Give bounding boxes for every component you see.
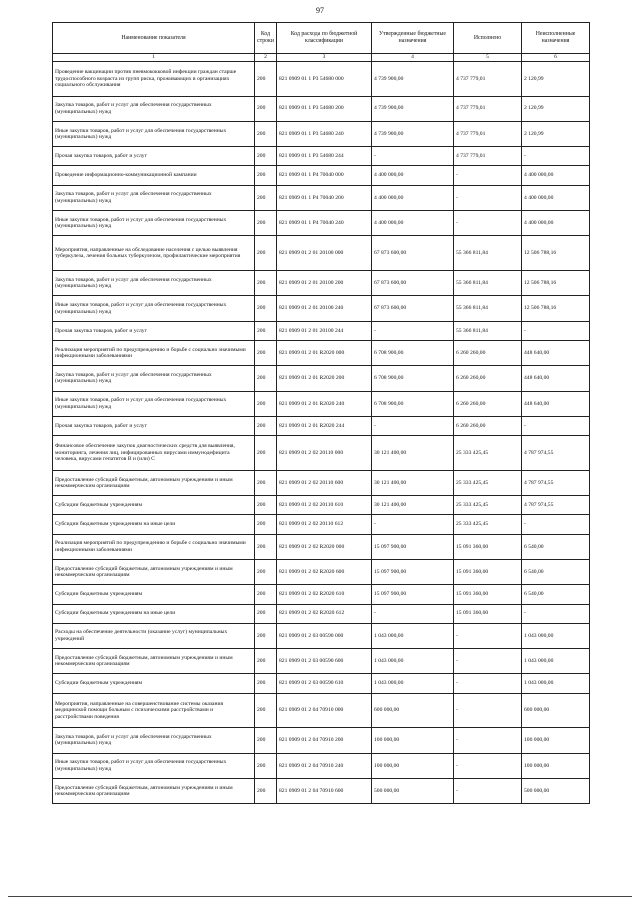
cell-line-code: 200: [255, 674, 277, 693]
cell-name: Предоставление субсидий бюджетным, автономным учреждениям и иным некоммерческим организациям: [53, 778, 255, 803]
cell-budget-code: 821 0909 01 1 P3 54680 000: [277, 62, 372, 97]
cell-approved: 67 873 600,00: [372, 236, 454, 271]
cell-name: Расходы на обеспечение деятельности (оказание услуг) муниципальных учреждений: [53, 623, 255, 648]
cell-unexecuted: 100 000,00: [522, 728, 590, 753]
cell-line-code: 200: [255, 728, 277, 753]
table-row: [53, 211, 590, 236]
cell-budget-code: 821 0909 01 2 03 00590 600: [277, 649, 372, 674]
cell-unexecuted: 6 540,00: [522, 585, 590, 604]
cell-executed: -: [454, 649, 522, 674]
cell-approved: 67 873 600,00: [372, 296, 454, 321]
table-row: [53, 121, 590, 146]
cell-executed: 4 737 779,01: [454, 121, 522, 146]
cell-approved: 67 873 600,00: [372, 270, 454, 295]
cell-line-code: 200: [255, 296, 277, 321]
cell-line-code: 200: [255, 623, 277, 648]
cell-line-code: 200: [255, 166, 277, 185]
cell-executed: 4 737 779,01: [454, 96, 522, 121]
cell-executed: -: [454, 211, 522, 236]
cell-approved: 30 121 400,00: [372, 470, 454, 495]
cell-unexecuted: 6 540,00: [522, 534, 590, 559]
cell-executed: 15 091 360,00: [454, 534, 522, 559]
cell-budget-code: 821 0909 01 2 04 70910 240: [277, 753, 372, 778]
cell-budget-code: 821 0909 01 2 01 20100 240: [277, 296, 372, 321]
cell-name: Предоставление субсидий бюджетным, автономным учреждениям и иным некоммерческим организациям: [53, 470, 255, 495]
cell-executed: -: [454, 728, 522, 753]
bottom-rule: [8, 896, 632, 897]
cell-budget-code: 821 0909 01 2 02 R2020 612: [277, 604, 372, 623]
cell-approved: -: [372, 604, 454, 623]
column-number: 5: [454, 54, 522, 62]
cell-line-code: 200: [255, 96, 277, 121]
cell-executed: 4 737 779,01: [454, 62, 522, 97]
cell-line-code: 200: [255, 604, 277, 623]
header-unexecuted: Неисполненные назначения: [522, 23, 590, 54]
cell-name: Иные закупки товаров, работ и услуг для обеспечения государственных (муниципальных) нужд: [53, 296, 255, 321]
table-row: [53, 417, 590, 436]
cell-unexecuted: 2 120,99: [522, 62, 590, 97]
cell-unexecuted: 600 000,00: [522, 693, 590, 728]
cell-approved: 1 043 000,00: [372, 623, 454, 648]
cell-approved: 6 708 900,00: [372, 391, 454, 416]
cell-line-code: 200: [255, 470, 277, 495]
cell-name: Субсидии бюджетным учреждениям: [53, 585, 255, 604]
cell-approved: 1 043 000,00: [372, 649, 454, 674]
cell-approved: 15 097 900,00: [372, 585, 454, 604]
cell-approved: 30 121 400,00: [372, 436, 454, 471]
cell-line-code: 200: [255, 417, 277, 436]
cell-name: Иные закупки товаров, работ и услуг для обеспечения государственных (муниципальных) нужд: [53, 391, 255, 416]
cell-budget-code: 821 0909 01 2 02 20110 000: [277, 436, 372, 471]
cell-budget-code: 821 0909 01 2 01 R2020 244: [277, 417, 372, 436]
cell-executed: 55 366 811,84: [454, 236, 522, 271]
table-row: [53, 753, 590, 778]
cell-executed: 6 260 260,00: [454, 340, 522, 365]
cell-line-code: 200: [255, 391, 277, 416]
cell-name: Иные закупки товаров, работ и услуг для обеспечения государственных (муниципальных) нужд: [53, 121, 255, 146]
cell-executed: 25 333 425,45: [454, 515, 522, 534]
cell-unexecuted: 100 000,00: [522, 753, 590, 778]
cell-approved: 4 400 000,00: [372, 185, 454, 210]
cell-name: Иные закупки товаров, работ и услуг для обеспечения государственных (муниципальных) нужд: [53, 753, 255, 778]
cell-unexecuted: -: [522, 515, 590, 534]
cell-executed: 25 333 425,45: [454, 470, 522, 495]
header-approved: Утвержденные бюджетные назначения: [372, 23, 454, 54]
cell-line-code: 200: [255, 185, 277, 210]
cell-executed: 25 333 425,45: [454, 496, 522, 515]
cell-executed: 4 737 779,01: [454, 147, 522, 166]
cell-line-code: 200: [255, 366, 277, 391]
cell-approved: 15 097 900,00: [372, 534, 454, 559]
cell-line-code: 200: [255, 211, 277, 236]
cell-unexecuted: 12 506 788,16: [522, 296, 590, 321]
cell-unexecuted: 4 400 000,00: [522, 166, 590, 185]
cell-executed: -: [454, 778, 522, 803]
cell-budget-code: 821 0909 01 2 01 R2020 000: [277, 340, 372, 365]
cell-name: Реализация мероприятий по предупреждению и борьбе с социально значимыми инфекционными заболеваниями: [53, 340, 255, 365]
cell-approved: 600 000,00: [372, 693, 454, 728]
cell-approved: 6 708 900,00: [372, 340, 454, 365]
cell-line-code: 200: [255, 147, 277, 166]
cell-budget-code: 821 0909 01 2 01 20100 000: [277, 236, 372, 271]
cell-unexecuted: -: [522, 321, 590, 340]
cell-approved: 30 121 400,00: [372, 496, 454, 515]
table-row: [53, 515, 590, 534]
table-row: [53, 270, 590, 295]
cell-line-code: 200: [255, 778, 277, 803]
cell-unexecuted: 448 640,00: [522, 366, 590, 391]
table-row: [53, 185, 590, 210]
cell-executed: 6 260 260,00: [454, 366, 522, 391]
cell-approved: -: [372, 147, 454, 166]
cell-approved: 4 400 000,00: [372, 211, 454, 236]
cell-budget-code: 821 0909 01 2 01 20100 200: [277, 270, 372, 295]
table-row: [53, 436, 590, 471]
column-number: 3: [277, 54, 372, 62]
table-row: [53, 96, 590, 121]
cell-name: Закупка товаров, работ и услуг для обеспечения государственных (муниципальных) нужд: [53, 185, 255, 210]
cell-budget-code: 821 0909 01 2 03 00590 610: [277, 674, 372, 693]
cell-approved: 4 400 000,00: [372, 166, 454, 185]
cell-unexecuted: 1 043 000,00: [522, 674, 590, 693]
table-row: [53, 496, 590, 515]
cell-budget-code: 821 0909 01 1 P4 70040 000: [277, 166, 372, 185]
cell-name: Мероприятия, направленные на совершенствование системы оказания медицинской помощи больным с психическими расстройствами и расстройствами поведения: [53, 693, 255, 728]
cell-executed: -: [454, 693, 522, 728]
header-executed: Исполнено: [454, 23, 522, 54]
header-line-code: Код строки: [255, 23, 277, 54]
cell-unexecuted: 4 400 000,00: [522, 211, 590, 236]
cell-name: Закупка товаров, работ и услуг для обеспечения государственных (муниципальных) нужд: [53, 366, 255, 391]
cell-executed: 55 366 811,84: [454, 296, 522, 321]
cell-executed: -: [454, 753, 522, 778]
cell-unexecuted: 4 787 974,55: [522, 436, 590, 471]
cell-unexecuted: 1 043 000,00: [522, 649, 590, 674]
page-number: 97: [316, 6, 324, 15]
cell-name: Иные закупки товаров, работ и услуг для обеспечения государственных (муниципальных) нужд: [53, 211, 255, 236]
column-number: 4: [372, 54, 454, 62]
cell-executed: 15 091 360,00: [454, 585, 522, 604]
cell-approved: -: [372, 321, 454, 340]
budget-execution-table: [52, 22, 590, 804]
cell-line-code: 200: [255, 270, 277, 295]
table-row: [53, 674, 590, 693]
cell-approved: 4 739 900,00: [372, 96, 454, 121]
cell-executed: -: [454, 166, 522, 185]
table-row: [53, 147, 590, 166]
cell-unexecuted: 6 540,00: [522, 559, 590, 584]
cell-unexecuted: 448 640,00: [522, 391, 590, 416]
table-row: [53, 296, 590, 321]
cell-approved: -: [372, 515, 454, 534]
header-name: Наименование показателя: [53, 23, 255, 54]
cell-name: Предоставление субсидий бюджетным, автономным учреждениям и иным некоммерческим организациям: [53, 649, 255, 674]
cell-budget-code: 821 0909 01 2 02 20110 610: [277, 496, 372, 515]
cell-line-code: 200: [255, 559, 277, 584]
cell-unexecuted: 4 787 974,55: [522, 470, 590, 495]
cell-line-code: 200: [255, 534, 277, 559]
cell-approved: 4 739 900,00: [372, 121, 454, 146]
cell-name: Субсидии бюджетным учреждениям: [53, 674, 255, 693]
cell-name: Прочая закупка товаров, работ и услуг: [53, 417, 255, 436]
cell-executed: 15 091 360,00: [454, 604, 522, 623]
cell-line-code: 200: [255, 321, 277, 340]
cell-budget-code: 821 0909 01 2 02 R2020 600: [277, 559, 372, 584]
table-row: [53, 623, 590, 648]
table-row: [53, 470, 590, 495]
table-row: [53, 321, 590, 340]
column-number: 2: [255, 54, 277, 62]
table-row: [53, 340, 590, 365]
cell-executed: 6 260 260,00: [454, 391, 522, 416]
table-row: [53, 693, 590, 728]
cell-unexecuted: 12 506 788,16: [522, 270, 590, 295]
cell-budget-code: 821 0909 01 1 P4 70040 240: [277, 211, 372, 236]
cell-unexecuted: 12 506 788,16: [522, 236, 590, 271]
cell-line-code: 200: [255, 340, 277, 365]
cell-unexecuted: -: [522, 147, 590, 166]
cell-budget-code: 821 0909 01 2 04 70910 600: [277, 778, 372, 803]
cell-approved: 100 000,00: [372, 753, 454, 778]
table-row: [53, 166, 590, 185]
table-row: [53, 236, 590, 271]
cell-unexecuted: 448 640,00: [522, 340, 590, 365]
cell-name: Субсидии бюджетным учреждениям: [53, 496, 255, 515]
cell-approved: 4 739 900,00: [372, 62, 454, 97]
cell-unexecuted: 1 043 000,00: [522, 623, 590, 648]
cell-budget-code: 821 0909 01 2 01 R2020 200: [277, 366, 372, 391]
cell-budget-code: 821 0909 01 2 04 70910 000: [277, 693, 372, 728]
cell-line-code: 200: [255, 585, 277, 604]
cell-budget-code: 821 0909 01 2 01 20100 244: [277, 321, 372, 340]
cell-budget-code: 821 0909 01 2 02 R2020 610: [277, 585, 372, 604]
cell-name: Субсидии бюджетным учреждениям на иные цели: [53, 515, 255, 534]
cell-line-code: 200: [255, 236, 277, 271]
cell-unexecuted: 4 400 000,00: [522, 185, 590, 210]
cell-approved: 500 000,00: [372, 778, 454, 803]
cell-executed: 25 333 425,45: [454, 436, 522, 471]
table-row: [53, 534, 590, 559]
cell-name: Финансовое обеспечение закупок диагностических средств для выявления, мониторинга, лечения лиц, инфицированных вирусами иммунодефицита человека, вирусами гепатитов B и (или) C: [53, 436, 255, 471]
cell-unexecuted: 4 787 974,55: [522, 496, 590, 515]
table-row: [53, 778, 590, 803]
cell-name: Мероприятия, направленные на обследование населения с целью выявления туберкулеза, лечения больных туберкулезом, профилактические мероприятия: [53, 236, 255, 271]
cell-approved: 6 708 900,00: [372, 366, 454, 391]
table-row: [53, 559, 590, 584]
cell-line-code: 200: [255, 436, 277, 471]
cell-budget-code: 821 0909 01 1 P3 54680 240: [277, 121, 372, 146]
cell-executed: -: [454, 623, 522, 648]
header-budget-code: Код расхода по бюджетной классификации: [277, 23, 372, 54]
table-row: [53, 728, 590, 753]
cell-unexecuted: 2 120,99: [522, 121, 590, 146]
cell-executed: 15 091 360,00: [454, 559, 522, 584]
cell-name: Реализация мероприятий по предупреждению и борьбе с социально значимыми инфекционными заболеваниями: [53, 534, 255, 559]
table-row: [53, 391, 590, 416]
cell-executed: 6 260 260,00: [454, 417, 522, 436]
cell-line-code: 200: [255, 649, 277, 674]
cell-name: Предоставление субсидий бюджетным, автономным учреждениям и иным некоммерческим организациям: [53, 559, 255, 584]
cell-line-code: 200: [255, 515, 277, 534]
cell-name: Проведение информационно-коммуникационной кампании: [53, 166, 255, 185]
cell-name: Закупка товаров, работ и услуг для обеспечения государственных (муниципальных) нужд: [53, 270, 255, 295]
cell-budget-code: 821 0909 01 1 P3 54680 200: [277, 96, 372, 121]
cell-line-code: 200: [255, 62, 277, 97]
cell-budget-code: 821 0909 01 2 04 70910 200: [277, 728, 372, 753]
cell-name: Проведение вакцинации против пневмококковой инфекции граждан старше трудоспособного возраста из групп риска, проживающих в организациях социального обслуживания: [53, 62, 255, 97]
cell-line-code: 200: [255, 693, 277, 728]
cell-executed: -: [454, 185, 522, 210]
cell-executed: -: [454, 674, 522, 693]
table-row: [53, 62, 590, 97]
cell-unexecuted: -: [522, 604, 590, 623]
cell-unexecuted: 2 120,99: [522, 96, 590, 121]
cell-name: Прочая закупка товаров, работ и услуг: [53, 321, 255, 340]
table-row: [53, 649, 590, 674]
cell-line-code: 200: [255, 753, 277, 778]
cell-executed: 55 366 811,84: [454, 270, 522, 295]
column-numbers-row: [53, 54, 590, 62]
cell-budget-code: 821 0909 01 2 02 R2020 000: [277, 534, 372, 559]
cell-budget-code: 821 0909 01 1 P4 70040 200: [277, 185, 372, 210]
table-header: [53, 23, 590, 62]
cell-budget-code: 821 0909 01 2 02 20110 600: [277, 470, 372, 495]
cell-budget-code: 821 0909 01 1 P3 54680 244: [277, 147, 372, 166]
cell-line-code: 200: [255, 121, 277, 146]
cell-name: Закупка товаров, работ и услуг для обеспечения государственных (муниципальных) нужд: [53, 96, 255, 121]
column-number: 6: [522, 54, 590, 62]
table-body: [53, 62, 590, 804]
table-row: [53, 585, 590, 604]
table-row: [53, 604, 590, 623]
cell-budget-code: 821 0909 01 2 03 00590 000: [277, 623, 372, 648]
cell-approved: 1 043 000,00: [372, 674, 454, 693]
cell-name: Прочая закупка товаров, работ и услуг: [53, 147, 255, 166]
cell-unexecuted: -: [522, 417, 590, 436]
cell-unexecuted: 500 000,00: [522, 778, 590, 803]
cell-name: Закупка товаров, работ и услуг для обеспечения государственных (муниципальных) нужд: [53, 728, 255, 753]
cell-name: Субсидии бюджетным учреждениям на иные цели: [53, 604, 255, 623]
cell-approved: 15 097 900,00: [372, 559, 454, 584]
cell-executed: 55 366 811,84: [454, 321, 522, 340]
cell-budget-code: 821 0909 01 2 02 20110 612: [277, 515, 372, 534]
cell-budget-code: 821 0909 01 2 01 R2020 240: [277, 391, 372, 416]
column-number: 1: [53, 54, 255, 62]
cell-approved: -: [372, 417, 454, 436]
cell-line-code: 200: [255, 496, 277, 515]
table-row: [53, 366, 590, 391]
cell-approved: 100 000,00: [372, 728, 454, 753]
